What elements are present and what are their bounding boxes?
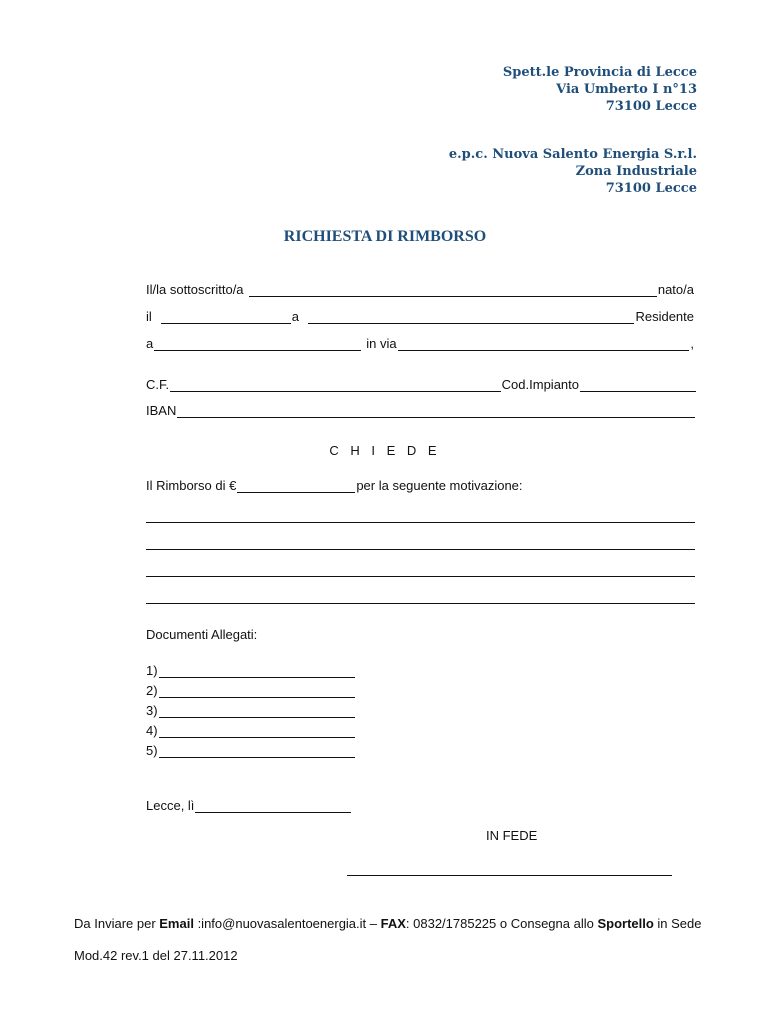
data-nascita-field[interactable] bbox=[161, 309, 291, 324]
cf-label: C.F. bbox=[146, 377, 170, 392]
data-firma-field[interactable] bbox=[195, 798, 351, 813]
cc-line-1: e.p.c. Nuova Salento Energia S.r.l. bbox=[448, 147, 697, 162]
motivazione-line-4[interactable] bbox=[146, 603, 695, 604]
lecce-li-label: Lecce, lì bbox=[146, 798, 195, 813]
modulo-version: Mod.42 rev.1 del 27.11.2012 bbox=[74, 948, 238, 963]
documento-number: 2) bbox=[146, 683, 158, 698]
documento-number: 3) bbox=[146, 703, 158, 718]
residente-label: Residente bbox=[635, 309, 694, 324]
footer-sportello-label: Sportello bbox=[597, 916, 654, 931]
firma-line[interactable] bbox=[347, 875, 672, 876]
documento-field[interactable] bbox=[159, 703, 355, 718]
in-via-label: in via bbox=[366, 336, 397, 351]
documento-number: 5) bbox=[146, 743, 158, 758]
motivazione-line-3[interactable] bbox=[146, 576, 695, 577]
recipient-line-2: Via Umberto I n°13 bbox=[556, 82, 697, 97]
documento-item bbox=[146, 738, 356, 758]
recipient-line-3: 73100 Lecce bbox=[605, 99, 697, 114]
row-nascita bbox=[146, 306, 694, 324]
documenti-label: Documenti Allegati: bbox=[146, 627, 258, 642]
cc-address bbox=[449, 146, 697, 197]
iban-field[interactable] bbox=[177, 403, 695, 418]
row-sottoscritto bbox=[146, 279, 694, 297]
comma: , bbox=[690, 336, 694, 351]
row-rimborso bbox=[146, 475, 596, 493]
rimborso-label: Il Rimborso di € bbox=[146, 478, 237, 493]
sottoscritto-field[interactable] bbox=[249, 282, 657, 297]
documento-number: 4) bbox=[146, 723, 158, 738]
recipient-address bbox=[503, 64, 697, 115]
footer-part-4: in Sede bbox=[653, 916, 702, 931]
motivazione-line-1[interactable] bbox=[146, 522, 695, 523]
importo-field[interactable] bbox=[237, 478, 355, 493]
chiede-heading: C H I E D E bbox=[329, 443, 441, 458]
documento-field[interactable] bbox=[159, 723, 355, 738]
via-field[interactable] bbox=[398, 336, 690, 351]
documento-field[interactable] bbox=[159, 683, 355, 698]
row-residenza bbox=[146, 333, 694, 351]
recipient-line-1: Spett.le Provincia di Lecce bbox=[502, 65, 697, 80]
residenza-a-label: a bbox=[146, 336, 154, 351]
documento-field[interactable] bbox=[159, 663, 355, 678]
row-cf bbox=[146, 374, 697, 392]
a-label: a bbox=[291, 309, 300, 324]
documento-item bbox=[146, 718, 356, 738]
sottoscritto-label: Il/la sottoscritto/a bbox=[146, 282, 244, 297]
cc-line-3: 73100 Lecce bbox=[605, 181, 697, 196]
row-iban bbox=[146, 400, 696, 418]
nato-label: nato/a bbox=[657, 282, 694, 297]
footer-part-2: :info@nuovasalentoenergia.it – bbox=[193, 916, 381, 931]
documento-item bbox=[146, 698, 356, 718]
footer-email-label: Email bbox=[159, 916, 194, 931]
footer-instructions bbox=[74, 916, 702, 931]
row-lecce-li bbox=[146, 795, 352, 813]
comune-residenza-field[interactable] bbox=[154, 336, 361, 351]
motivazione-line-2[interactable] bbox=[146, 549, 695, 550]
cod-impianto-field[interactable] bbox=[580, 377, 696, 392]
in-fede-label: IN FEDE bbox=[486, 828, 538, 843]
footer-part-3: : 0832/1785225 o Consegna allo bbox=[405, 916, 598, 931]
motivazione-label: per la seguente motivazione: bbox=[356, 478, 523, 493]
documenti-list bbox=[146, 658, 356, 758]
footer-part-1: Da Inviare per bbox=[74, 916, 160, 931]
iban-label: IBAN bbox=[146, 403, 177, 418]
cc-line-2: Zona Industriale bbox=[575, 164, 697, 179]
footer-fax-label: FAX bbox=[380, 916, 406, 931]
documento-item bbox=[146, 678, 356, 698]
luogo-nascita-field[interactable] bbox=[308, 309, 634, 324]
documento-number: 1) bbox=[146, 663, 158, 678]
documento-item bbox=[146, 658, 356, 678]
document-title: RICHIESTA DI RIMBORSO bbox=[283, 228, 487, 245]
cod-impianto-label: Cod.Impianto bbox=[501, 377, 579, 392]
cf-field[interactable] bbox=[170, 377, 501, 392]
documento-field[interactable] bbox=[159, 743, 355, 758]
il-label: il bbox=[146, 309, 152, 324]
